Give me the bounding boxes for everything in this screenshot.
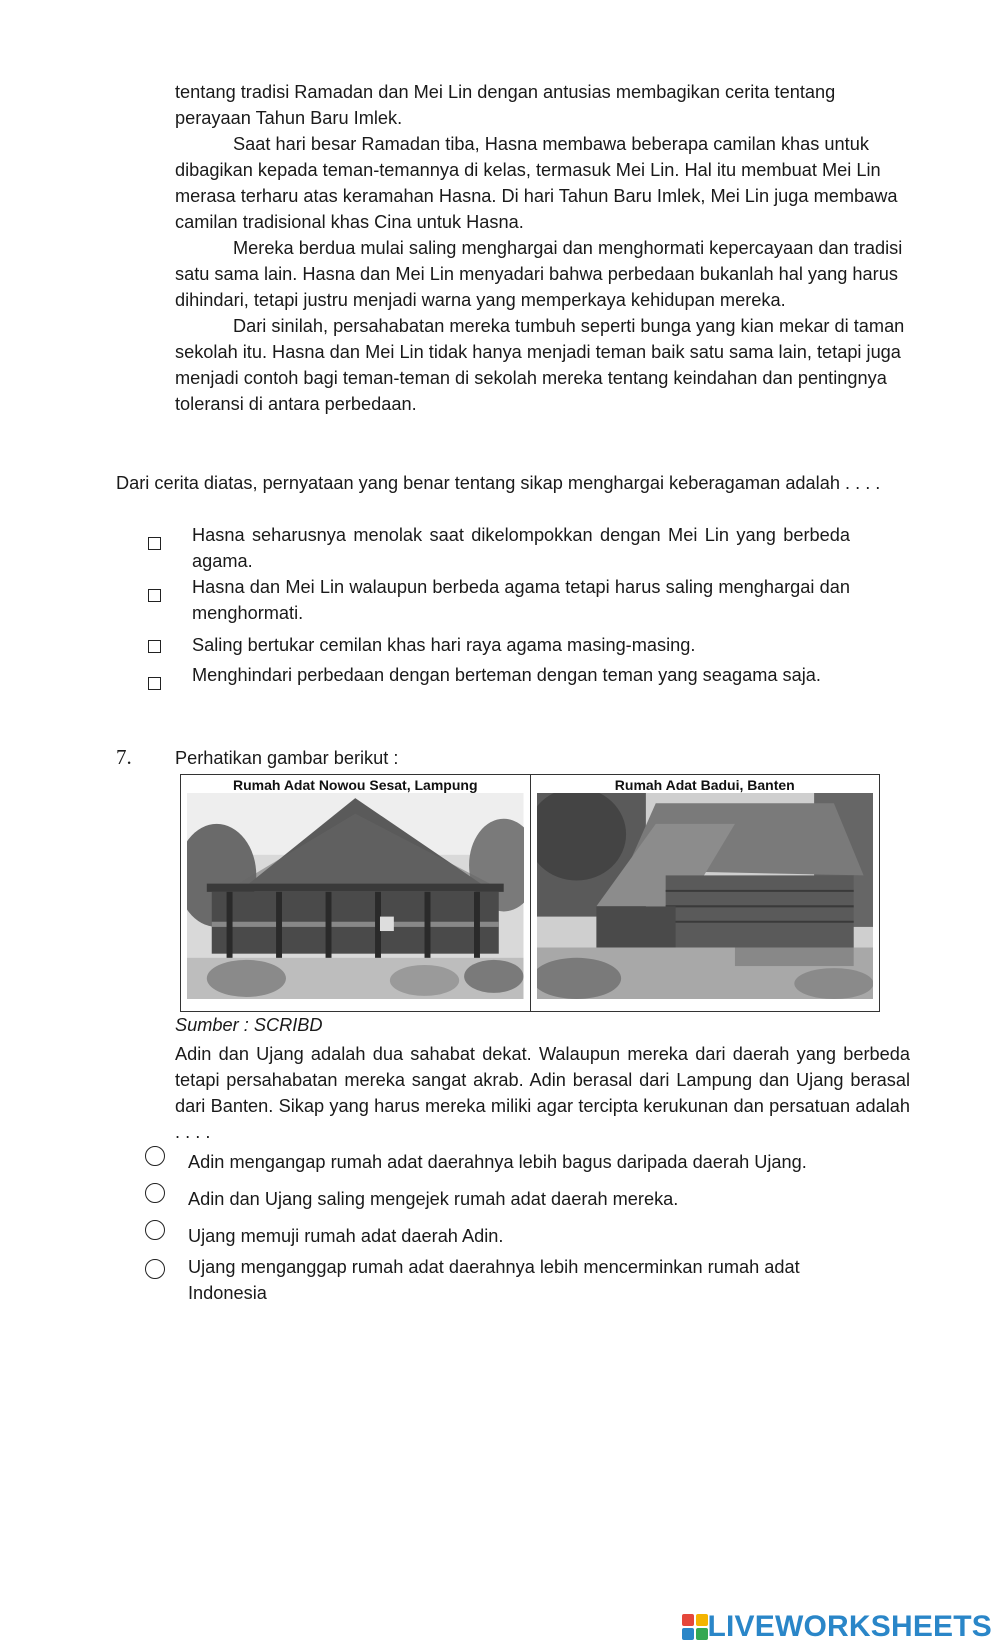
figure-right-caption: Rumah Adat Badui, Banten: [614, 777, 795, 793]
question-7-option-2[interactable]: [145, 1186, 865, 1212]
option-label: Adin dan Ujang saling mengejek rumah adat daerah mereka.: [188, 1189, 679, 1209]
question-6-option-4[interactable]: [145, 662, 850, 688]
liveworksheets-logo-icon: [682, 1614, 708, 1640]
checkbox[interactable]: [148, 589, 161, 602]
question-7-options: [145, 1149, 865, 1306]
liveworksheets-logo: [682, 1610, 993, 1644]
checkbox[interactable]: [148, 537, 161, 550]
question-7-stem: Adin dan Ujang adalah dua sahabat dekat. Walaupun mereka dari daerah yang berbeda tetapi persahabatan mereka sangat akrab. Adin berasal dari Lampung dan Ujang berasal dari Banten. Sikap yang harus mereka miliki agar tercipta kerukunan dan persatuan adalah . . . .: [175, 1044, 910, 1142]
question-6-option-1[interactable]: [145, 522, 850, 574]
option-label: Saling bertukar cemilan khas hari raya agama masing-masing.: [192, 635, 696, 655]
option-label: Ujang memuji rumah adat daerah Adin.: [188, 1226, 504, 1246]
option-label: Ujang menganggap rumah adat daerahnya lebih mencerminkan rumah adat Indonesia: [188, 1257, 800, 1303]
figure-right-panel: [530, 775, 880, 1011]
radio-button[interactable]: [145, 1220, 165, 1240]
lampung-house-image: [187, 793, 524, 999]
question-7-number: 7.: [116, 745, 132, 769]
question-6-stem: Dari cerita diatas, pernyataan yang benar tentang sikap menghargai keberagaman adalah . . . .: [116, 473, 881, 493]
story-paragraph-3: Mereka berdua mulai saling menghargai dan menghormati kepercayaan dan tradisi satu sama lain. Hasna dan Mei Lin menyadari bahwa perbedaan bukanlah hal yang harus dihindari, tetapi justru menjadi warna yang memperkaya kehidupan mereka.: [175, 238, 903, 310]
question-7-prompt: Perhatikan gambar berikut :: [175, 748, 399, 768]
radio-button[interactable]: [145, 1183, 165, 1203]
radio-button[interactable]: [145, 1259, 165, 1279]
option-label: Hasna dan Mei Lin walaupun berbeda agama tetapi harus saling menghargai dan menghormati.: [192, 577, 850, 623]
story-text: [175, 79, 908, 417]
question-7-option-4[interactable]: [145, 1254, 865, 1306]
question-7-option-3[interactable]: [145, 1223, 865, 1249]
story-paragraph-2: Saat hari besar Ramadan tiba, Hasna membawa beberapa camilan khas untuk dibagikan kepada teman-temannya di kelas, termasuk Mei Lin. Hal itu membuat Mei Lin merasa terharu atas keramahan Hasna. Di hari Tahun Baru Imlek, Mei Lin juga membawa camilan tradisional khas Cina untuk Hasna.: [175, 134, 898, 232]
radio-button[interactable]: [145, 1146, 165, 1166]
option-label: Menghindari perbedaan dengan berteman dengan teman yang seagama saja.: [192, 665, 821, 685]
badui-house-image: [537, 793, 874, 999]
question-6-option-2[interactable]: [145, 574, 850, 626]
story-paragraph-1: tentang tradisi Ramadan dan Mei Lin dengan antusias membagikan cerita tentang perayaan Tahun Baru Imlek.: [175, 82, 836, 128]
question-6-options: [145, 522, 850, 688]
option-label: Hasna seharusnya menolak saat dikelompokkan dengan Mei Lin yang berbeda agama.: [192, 525, 850, 571]
question-7-option-1[interactable]: [145, 1149, 865, 1175]
question-6-option-3[interactable]: [145, 632, 850, 658]
liveworksheets-wordmark: LIVEWORKSHEETS: [707, 1610, 992, 1643]
story-paragraph-4: Dari sinilah, persahabatan mereka tumbuh seperti bunga yang kian mekar di taman sekolah itu. Hasna dan Mei Lin tidak hanya menjadi teman baik satu sama lain, tetapi juga menjadi contoh bagi teman-teman di sekolah mereka tentang keindahan dan pentingnya toleransi di antara perbedaan.: [175, 316, 905, 414]
checkbox[interactable]: [148, 640, 161, 653]
image-source: Sumber : SCRIBD: [175, 1015, 323, 1035]
traditional-houses-figure: [180, 774, 880, 1012]
figure-left-panel: [181, 775, 530, 1011]
figure-left-caption: Rumah Adat Nowou Sesat, Lampung: [233, 777, 478, 793]
checkbox[interactable]: [148, 677, 161, 690]
option-label: Adin mengangap rumah adat daerahnya lebih bagus daripada daerah Ujang.: [188, 1152, 807, 1172]
